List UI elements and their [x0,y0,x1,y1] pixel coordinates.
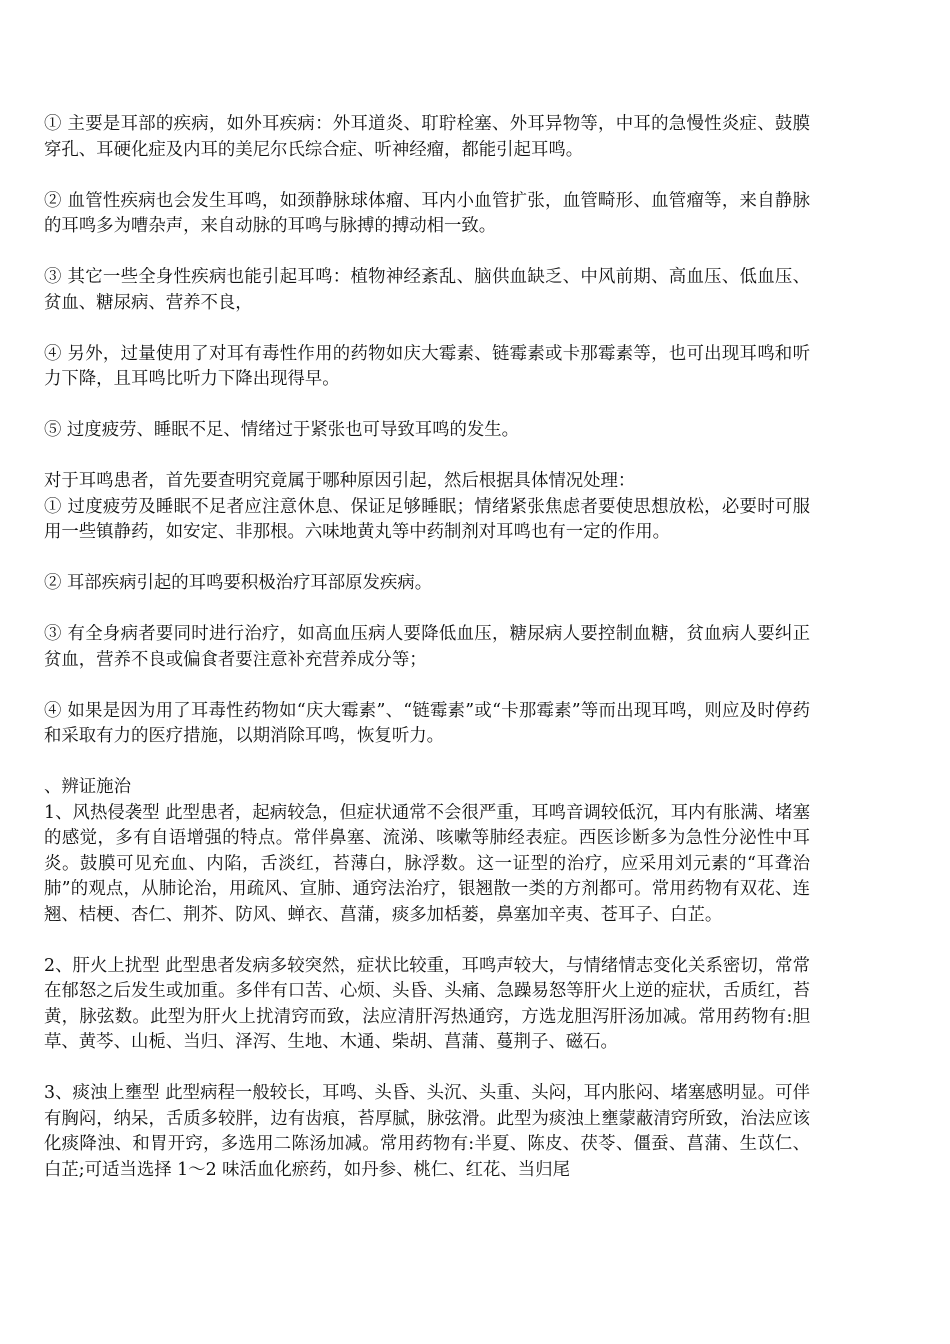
paragraph-gap [44,1056,810,1082]
paragraph-gap [44,546,810,572]
paragraph-gap [44,163,810,189]
paragraph: ① 过度疲劳及睡眠不足者应注意休息、保证足够睡眠；情绪紧张焦虑者要使思想放松，必要时可服用一些镇静药，如安定、非那根。六味地黄丸等中药制剂对耳鸣也有一定的作用。 [44,496,810,542]
paragraph: ② 血管性疾病也会发生耳鸣，如颈静脉球体瘤、耳内小血管扩张，血管畸形、血管瘤等，来自静脉的耳鸣多为嘈杂声，来自动脉的耳鸣与脉搏的搏动相一致。 [44,190,810,236]
paragraph-gap [44,597,810,623]
paragraph: ④ 另外，过量使用了对耳有毒性作用的药物如庆大霉素、链霉素或卡那霉素等，也可出现耳鸣和听力下降，且耳鸣比听力下降出现得早。 [44,343,810,389]
paragraph: 2、肝火上扰型 此型患者发病多较突然，症状比较重，耳鸣声较大，与情绪情志变化关系密切，常常在郁怒之后发生或加重。多伴有口苦、心烦、头昏、头痛、急躁易怒等肝火上逆的症状，舌质红，苔黄，脉弦数。此型为肝火上扰清窍而致，法应清肝泻热通窍，方选龙胆泻肝汤加减。常用药物有:胆草、黄芩、山栀、当归、泽泻、生地、木通、柴胡、菖蒲、蔓荆子、磁石。 [44,955,810,1052]
paragraph-gap [44,928,810,954]
paragraph-gap [44,393,810,419]
paragraph: ④ 如果是因为用了耳毒性药物如“庆大霉素”、“链霉素”或“卡那霉素”等而出现耳鸣，则应及时停药和采取有力的医疗措施，以期消除耳鸣，恢复听力。 [44,700,810,746]
paragraph-gap [44,444,810,470]
paragraph-gap [44,673,810,699]
paragraph-gap [44,750,810,776]
paragraph: 、辨证施治 [44,777,131,797]
paragraph: 3、痰浊上壅型 此型病程一般较长，耳鸣、头昏、头沉、头重、头闷，耳内胀闷、堵塞感明显。可伴有胸闷，纳呆，舌质多较胖，边有齿痕，苔厚腻，脉弦滑。此型为痰浊上壅蒙蔽清窍所致，治法应该化痰降浊、和胃开窍，多选用二陈汤加减。常用药物有:半夏、陈皮、茯苓、僵蚕、菖蒲、生苡仁、白芷;可适当选择 1～2 味活血化瘀药，如丹参、桃仁、红花、当归尾 [44,1083,810,1180]
paragraph: ③ 其它一些全身性疾病也能引起耳鸣：植物神经紊乱、脑供血缺乏、中风前期、高血压、低血压、贫血、糖尿病、营养不良， [44,267,810,313]
paragraph: ⑤ 过度疲劳、睡眠不足、情绪过于紧张也可导致耳鸣的发生。 [44,420,520,440]
paragraph: 1、风热侵袭型 此型患者，起病较急，但症状通常不会很严重，耳鸣音调较低沉，耳内有胀满、堵塞的感觉，多有自语增强的特点。常伴鼻塞、流涕、咳嗽等肺经表症。西医诊断多为急性分泌性中耳炎。鼓膜可见充血、内陷，舌淡红，苔薄白，脉浮数。这一证型的治疗，应采用刘元素的“耳聋治肺”的观点，从肺论治，用疏风、宣肺、通窍法治疗，银翘散一类的方剂都可。常用药物有双花、连翘、桔梗、杏仁、荆芥、防风、蝉衣、菖蒲，痰多加栝蒌，鼻塞加辛夷、苍耳子、白芷。 [44,802,810,925]
document-body [44,112,810,1183]
paragraph-gap [44,240,810,266]
paragraph: 对于耳鸣患者，首先要查明究竟属于哪种原因引起，然后根据具体情况处理： [44,471,636,491]
paragraph: ③ 有全身病者要同时进行治疗，如高血压病人要降低血压，糖尿病人要控制血糖，贫血病人要纠正贫血，营养不良或偏食者要注意补充营养成分等； [44,624,810,670]
paragraph: ② 耳部疾病引起的耳鸣要积极治疗耳部原发疾病。 [44,573,433,593]
paragraph-gap [44,316,810,342]
paragraph: ① 主要是耳部的疾病，如外耳疾病：外耳道炎、耵聍栓塞、外耳异物等，中耳的急慢性炎症、鼓膜穿孔、耳硬化症及内耳的美尼尔氏综合症、听神经瘤，都能引起耳鸣。 [44,114,810,160]
